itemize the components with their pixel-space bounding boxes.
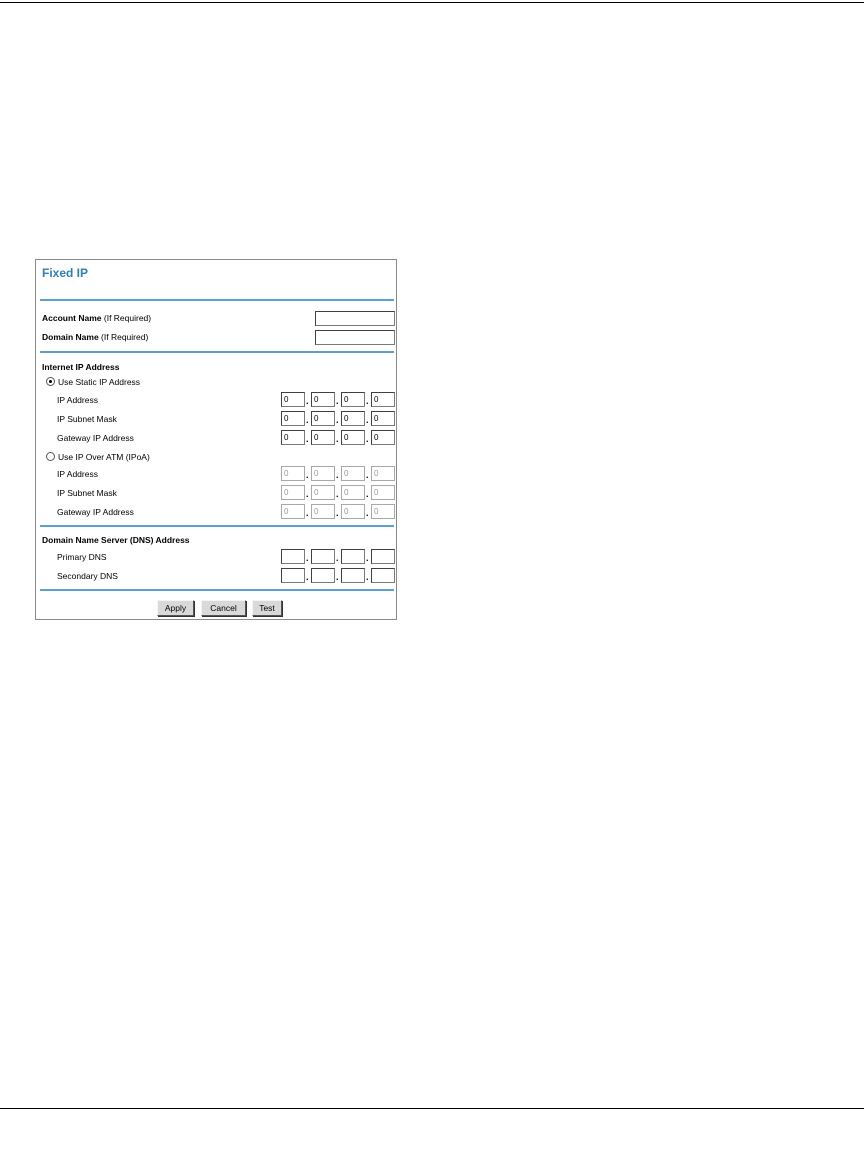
test-button[interactable]: Test <box>252 600 282 616</box>
domain-name-label: Domain Name (If Required) <box>42 332 149 342</box>
apply-button[interactable]: Apply <box>157 600 194 616</box>
ip-octet-field[interactable] <box>281 392 305 407</box>
ip-octet-field[interactable] <box>341 485 365 500</box>
ip-octet-field[interactable] <box>311 504 335 519</box>
panel-title: Fixed IP <box>42 266 89 280</box>
octet-dot: . <box>366 553 369 563</box>
octet-dot: . <box>336 572 339 582</box>
ip-octet-field[interactable] <box>311 568 335 583</box>
internet-ip-section-title: Internet IP Address <box>42 362 120 372</box>
static-ip-radio[interactable] <box>46 377 55 386</box>
dns-section-title: Domain Name Server (DNS) Address <box>42 535 190 545</box>
fixed-ip-panel <box>35 259 397 620</box>
ip-octet-field[interactable] <box>371 568 395 583</box>
cancel-button[interactable]: Cancel <box>201 600 246 616</box>
ip-octet-field[interactable] <box>341 411 365 426</box>
octet-dot: . <box>336 553 339 563</box>
ip-octet-field[interactable] <box>371 392 395 407</box>
octet-dot: . <box>306 489 309 499</box>
page-top-rule <box>0 2 864 3</box>
ip-octet-field[interactable] <box>341 466 365 481</box>
ip-octet-field[interactable] <box>311 430 335 445</box>
ipoa-option-label: Use IP Over ATM (IPoA) <box>58 452 150 462</box>
octet-dot: . <box>306 553 309 563</box>
octet-dot: . <box>336 489 339 499</box>
octet-dot: . <box>306 470 309 480</box>
ip-octet-field[interactable] <box>281 568 305 583</box>
octet-dot: . <box>366 415 369 425</box>
ip-octet-field[interactable] <box>371 549 395 564</box>
ip-octet-field[interactable] <box>341 568 365 583</box>
octet-dot: . <box>366 396 369 406</box>
octet-dot: . <box>306 396 309 406</box>
ip-octet-field[interactable] <box>371 430 395 445</box>
title-separator <box>40 299 394 301</box>
octet-dot: . <box>306 572 309 582</box>
octet-dot: . <box>336 434 339 444</box>
primary-dns-label: Primary DNS <box>57 552 107 562</box>
ip-octet-field[interactable] <box>281 504 305 519</box>
account-separator <box>40 351 394 353</box>
dns-separator <box>40 589 394 591</box>
secondary-dns-label: Secondary DNS <box>57 571 118 581</box>
ip-octet-field[interactable] <box>371 466 395 481</box>
ip-octet-field[interactable] <box>311 411 335 426</box>
page-bottom-rule <box>0 1108 864 1109</box>
octet-dot: . <box>336 508 339 518</box>
ip-octet-field[interactable] <box>281 549 305 564</box>
ip-octet-field[interactable] <box>341 430 365 445</box>
octet-dot: . <box>366 572 369 582</box>
domain-name-field[interactable] <box>315 330 395 345</box>
static-subnet-mask-label: IP Subnet Mask <box>57 414 117 424</box>
ip-octet-field[interactable] <box>311 392 335 407</box>
octet-dot: . <box>366 489 369 499</box>
octet-dot: . <box>366 434 369 444</box>
ip-octet-field[interactable] <box>281 411 305 426</box>
ip-octet-field[interactable] <box>281 466 305 481</box>
ip-octet-field[interactable] <box>371 411 395 426</box>
internet-ip-separator <box>40 525 394 527</box>
ipoa-gateway-label: Gateway IP Address <box>57 507 134 517</box>
static-gateway-label: Gateway IP Address <box>57 433 134 443</box>
static-ip-option-label: Use Static IP Address <box>58 377 141 387</box>
ip-octet-field[interactable] <box>341 504 365 519</box>
ip-octet-field[interactable] <box>311 466 335 481</box>
octet-dot: . <box>306 434 309 444</box>
octet-dot: . <box>336 396 339 406</box>
ip-octet-field[interactable] <box>311 485 335 500</box>
ip-octet-field[interactable] <box>341 392 365 407</box>
ip-octet-field[interactable] <box>311 549 335 564</box>
static-ip-address-label: IP Address <box>57 395 98 405</box>
ipoa-subnet-mask-label: IP Subnet Mask <box>57 488 117 498</box>
account-name-label: Account Name (If Required) <box>42 313 152 323</box>
octet-dot: . <box>336 470 339 480</box>
ipoa-ip-address-label: IP Address <box>57 469 98 479</box>
ip-octet-field[interactable] <box>371 485 395 500</box>
account-name-field[interactable] <box>315 311 395 326</box>
ip-octet-field[interactable] <box>281 430 305 445</box>
octet-dot: . <box>306 415 309 425</box>
ipoa-radio[interactable] <box>46 452 55 461</box>
octet-dot: . <box>366 470 369 480</box>
ip-octet-field[interactable] <box>341 549 365 564</box>
octet-dot: . <box>306 508 309 518</box>
ip-octet-field[interactable] <box>371 504 395 519</box>
octet-dot: . <box>366 508 369 518</box>
ip-octet-field[interactable] <box>281 485 305 500</box>
octet-dot: . <box>336 415 339 425</box>
